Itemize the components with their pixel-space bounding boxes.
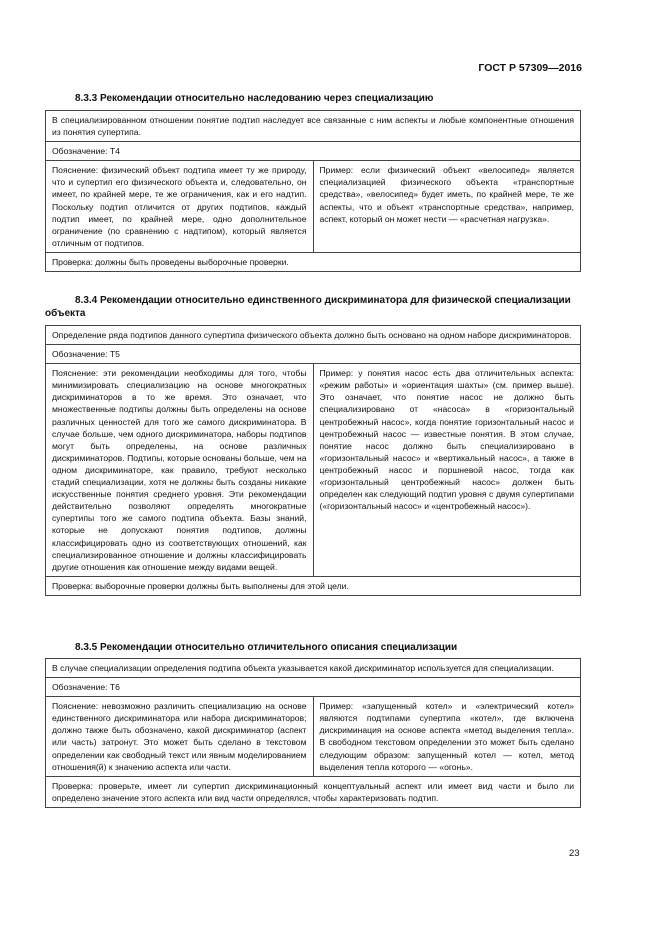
section-title: Рекомендации относительно отличительного описания специализации: [100, 642, 458, 653]
table-check: Проверка: выборочные проверки должны быть выполнены для этой цели.: [46, 576, 581, 595]
table-explanation: Пояснение: эти рекомендации необходимы для того, чтобы минимизировать специализацию на основе многократных дискриминаторов в то же время. Это означает, что множественные подтипы должны быть определены на основе различных ценностей для того же самого дискриминатора. В случае больше, чем одного дискриминатора, наборы подтипов могут быть определены, на основе различных дискриминаторов. Подтипы, которые основаны больше, чем на одном дискриминаторе, как правило, требуют несколько стадий специализации, хотя не должны быть созданы никакие искусственные понятия среднего уровня. Эти рекомендации действительно позволяют определять многократные супертипы того же самого подтипа объекта. Базы знаний, которые не допускают понятия подтипов, должны классифицировать одно из соответствующих отношений, как специализированное отношение и должны классифицировать другие отношения как отношение между видами вещей.: [46, 364, 314, 577]
page-number: 23: [569, 848, 580, 859]
table-designation: Обозначение: Т5: [46, 345, 581, 364]
section-number: 8.3.4: [75, 295, 98, 306]
section-heading-8-3-5: [45, 641, 581, 654]
table-explanation: Пояснение: невозможно различить специализацию на основе единственного дискриминатора или набора дискриминаторов; должно также быть обозначено, какой дискриминатор (аспект или часть) затронут. Это может быть сделано в текстовом определении как свободный текст или явным моделированием отношения(й) к значению аспекта или части.: [46, 697, 314, 777]
section-number: 8.3.3: [75, 93, 98, 104]
table-intro: В специализированном отношении понятие подтип наследует все связанные с ним аспекты и любые компонентные отношения из понятия супертипа.: [46, 111, 581, 142]
table-example: Пример: «запущенный котел» и «электрический котел» являются подтипами супертипа «котел», где включена дискриминация на основе аспекта «метод выделения тепла». В свободном текстовом определении это может быть сделано следующим образом: запущенный котел — котел, метод выделения тепла которого — «огонь».: [313, 697, 581, 777]
table-check: Проверка: проверьте, имеет ли супертип дискриминационный концептуальный аспект или имеет вид части и было ли определено значение этого аспекта или вид части определялся, чтобы характеризовать подтип.: [46, 776, 581, 807]
requirement-table-t5: [45, 325, 581, 596]
section-title: Рекомендации относительно единственного дискриминатора для физической специализации объекта: [45, 295, 571, 319]
section-title: Рекомендации относительно наследованию через специализацию: [100, 93, 434, 104]
requirement-table-t6: [45, 658, 581, 808]
standard-code: ГОСТ Р 57309—2016: [478, 62, 582, 74]
table-designation: Обозначение: Т6: [46, 678, 581, 697]
table-example: Пример: если физический объект «велосипед» является специализацией физического объекта «транспортные средства», «велосипед» будет иметь, по крайней мере, те же аспекты, что и объект «транспортные средства», например, аспект, который он может нести — «расчетная нагрузка».: [313, 161, 581, 253]
section-heading-8-3-3: [45, 92, 581, 105]
section-heading-8-3-4: [45, 294, 581, 320]
table-intro: Определение ряда подтипов данного супертипа физического объекта должно быть основано на одном наборе дискриминаторов.: [46, 326, 581, 345]
requirement-table-t4: [45, 110, 581, 272]
table-designation: Обозначение: Т4: [46, 142, 581, 161]
section-number: 8.3.5: [75, 642, 98, 653]
table-check: Проверка: должны быть проведены выборочные проверки.: [46, 252, 581, 271]
table-example: Пример: у понятия насос есть два отличительных аспекта: «режим работы» и «ориентация шахты» (см. пример выше). Это означает, что понятие насос не должно быть специализировано от «насоса» в «горизонтальный центробежный насос», когда понятие горизонтальный насос и центробежный насос — известные понятия. В этом случае, понятие насос должно быть специализировано в «горизонтальный насос» и «вертикальный насос», а также в центробежный насос и поршневой насос, тогда как «горизонтальный центробежный насос» должен быть определен как следующий подтип уровня с двумя супертипами («горизонтальный насос» и «центробежный насос»).: [313, 364, 581, 577]
table-explanation: Пояснение: физический объект подтипа имеет ту же природу, что и супертип его физического объекта и, следовательно, он имеет, по крайней мере, те же ограничения, как и его надтип. Поскольку подтип отличится от других подтипов, каждый подтип имеет, по крайней мере, одно дополнительное ограничение (по сравнению с надтипом), который является отличным от подтипов.: [46, 161, 314, 253]
table-intro: В случае специализации определения подтипа объекта указывается какой дискриминатор используется для специализации.: [46, 659, 581, 678]
